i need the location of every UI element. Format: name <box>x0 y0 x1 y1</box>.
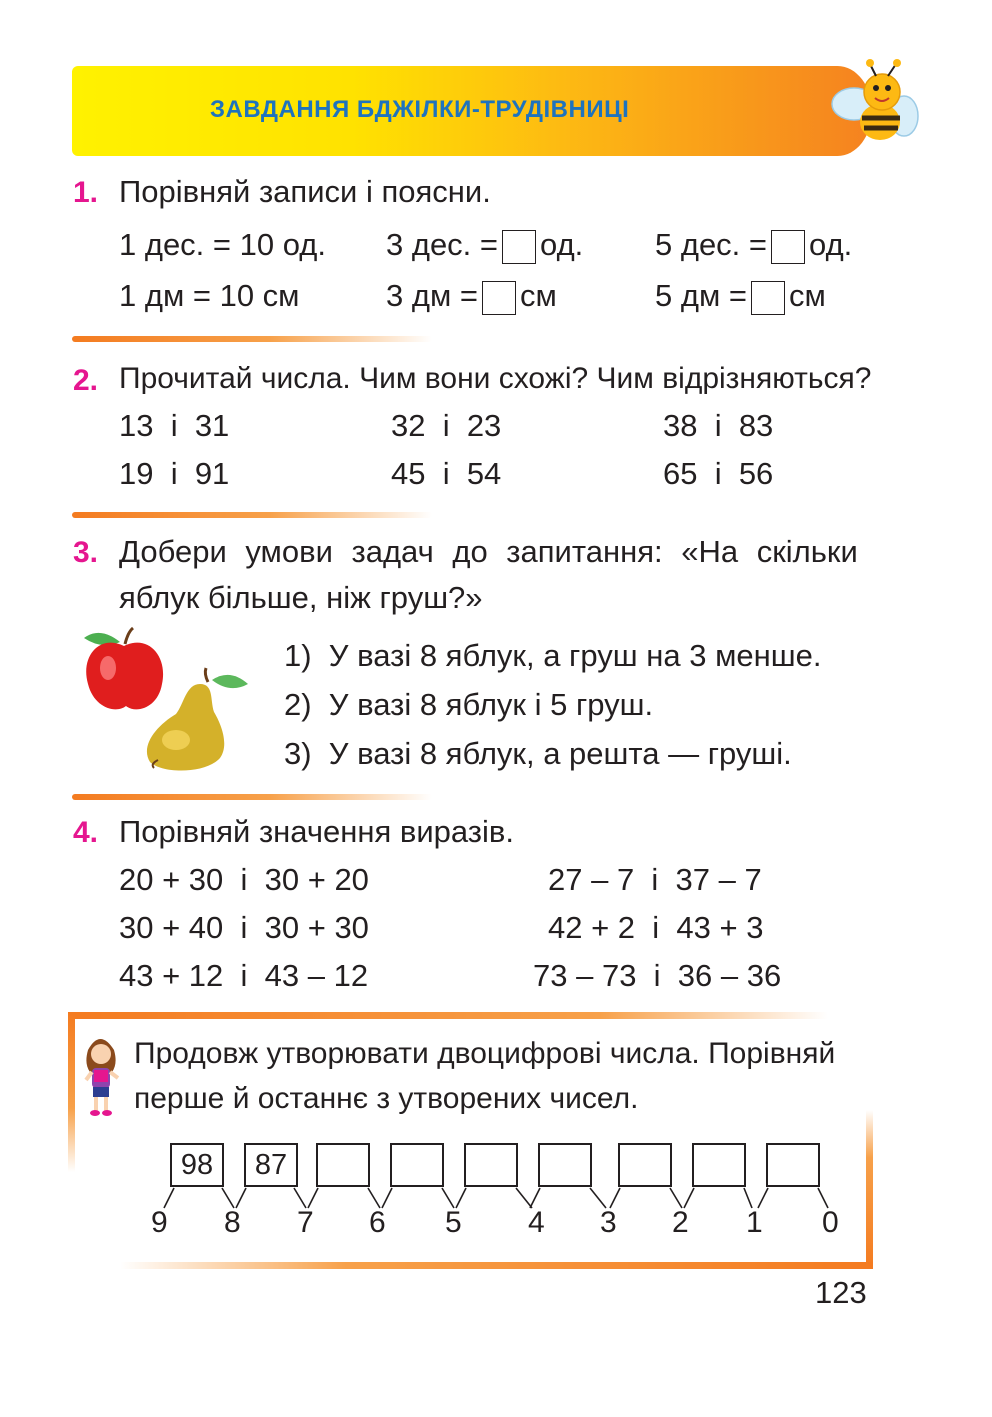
answer-box[interactable] <box>482 281 516 315</box>
task-2-text: Прочитай числа. Чим вони схожі? Чим відрізняються? <box>119 362 872 395</box>
task-4-text: Порівняй значення виразів. <box>119 814 514 849</box>
task-1-row2-col2 <box>386 280 557 315</box>
task-3-option: 1) У вазі 8 яблук, а груш на 3 менше. <box>284 638 822 673</box>
number-pair: 65 і 56 <box>663 456 774 491</box>
number-pair: 45 і 54 <box>391 456 502 491</box>
task-1-row1-col2 <box>386 229 583 264</box>
task-3-option: 3) У вазі 8 яблук, а решта — груші. <box>284 736 792 771</box>
task-3-option: 2) У вазі 8 яблук і 5 груш. <box>284 687 654 722</box>
expression-left: 3 дес. = <box>386 227 499 262</box>
task-1-row1-col1: 1 дес. = 10 од. <box>119 227 326 262</box>
number-pair: 19 і 91 <box>119 456 230 491</box>
number-box[interactable]: 87 <box>244 1143 298 1187</box>
number-box[interactable]: 98 <box>170 1143 224 1187</box>
number-box[interactable] <box>316 1143 370 1187</box>
number-box[interactable] <box>618 1143 672 1187</box>
task-1-row1-col3 <box>655 229 852 264</box>
number-box[interactable] <box>390 1143 444 1187</box>
digit: 2 <box>672 1206 689 1239</box>
answer-box[interactable] <box>502 230 536 264</box>
number-pair: 38 і 83 <box>663 408 774 443</box>
digit: 4 <box>528 1206 545 1239</box>
expression-left: 5 дес. = <box>655 227 768 262</box>
bonus-frame-left <box>68 1012 75 1172</box>
divider <box>72 336 432 342</box>
digit: 0 <box>822 1206 839 1239</box>
digit: 7 <box>297 1206 314 1239</box>
number-box[interactable] <box>538 1143 592 1187</box>
expression-pair: 43 + 12 і 43 – 12 <box>119 958 369 993</box>
unit-label: од. <box>540 227 584 262</box>
task-4-number: 4. <box>73 816 99 849</box>
task-3-text-line2: яблук більше, ніж груш?» <box>119 580 483 615</box>
digit: 8 <box>224 1206 241 1239</box>
bonus-frame-bottom <box>120 1262 873 1269</box>
answer-box[interactable] <box>751 281 785 315</box>
task-2-number: 2. <box>73 364 99 397</box>
task-3-text-line1: Добери умови задач до запитання: «На скільки <box>119 534 858 569</box>
bonus-frame-top <box>68 1012 828 1019</box>
divider <box>72 794 432 800</box>
number-box[interactable] <box>464 1143 518 1187</box>
divider <box>72 512 432 518</box>
number-pair: 32 і 23 <box>391 408 502 443</box>
expression-left: 5 дм = <box>655 278 747 313</box>
expression-pair: 30 + 40 і 30 + 30 <box>119 910 369 945</box>
expression-pair: 20 + 30 і 30 + 20 <box>119 862 369 897</box>
unit-label: од. <box>809 227 853 262</box>
girl-illustration <box>78 1032 124 1118</box>
digit: 6 <box>369 1206 386 1239</box>
task-1-row2-col1: 1 дм = 10 см <box>119 278 300 313</box>
unit-label: см <box>519 278 557 313</box>
expression-pair: 27 – 7 і 37 – 7 <box>548 862 762 897</box>
expression-pair: 42 + 2 і 43 + 3 <box>548 910 764 945</box>
expression-pair: 73 – 73 і 36 – 36 <box>533 958 782 993</box>
page-number: 123 <box>815 1275 867 1310</box>
digit: 9 <box>151 1206 168 1239</box>
digit: 1 <box>746 1206 763 1239</box>
connector-lines <box>0 1186 992 1216</box>
task-1-row2-col3 <box>655 280 826 315</box>
unit-label: см <box>788 278 826 313</box>
header-title: ЗАВДАННЯ БДЖІЛКИ-ТРУДІВНИЦІ <box>210 96 630 123</box>
task-1-text: Порівняй записи і поясни. <box>119 174 491 209</box>
bonus-text-line1: Продовж утворювати двоцифрові числа. Порівняй <box>134 1037 836 1070</box>
number-box[interactable] <box>766 1143 820 1187</box>
task-3-number: 3. <box>73 536 99 569</box>
digit: 3 <box>600 1206 617 1239</box>
number-pair: 13 і 31 <box>119 408 230 443</box>
apple-pear-illustration <box>80 622 252 772</box>
bonus-text-line2: перше й останнє з утворених чисел. <box>134 1082 639 1115</box>
answer-box[interactable] <box>771 230 805 264</box>
bee-illustration <box>826 56 922 148</box>
task-1-number: 1. <box>73 176 99 209</box>
number-box[interactable] <box>692 1143 746 1187</box>
expression-left: 3 дм = <box>386 278 478 313</box>
digit: 5 <box>445 1206 462 1239</box>
